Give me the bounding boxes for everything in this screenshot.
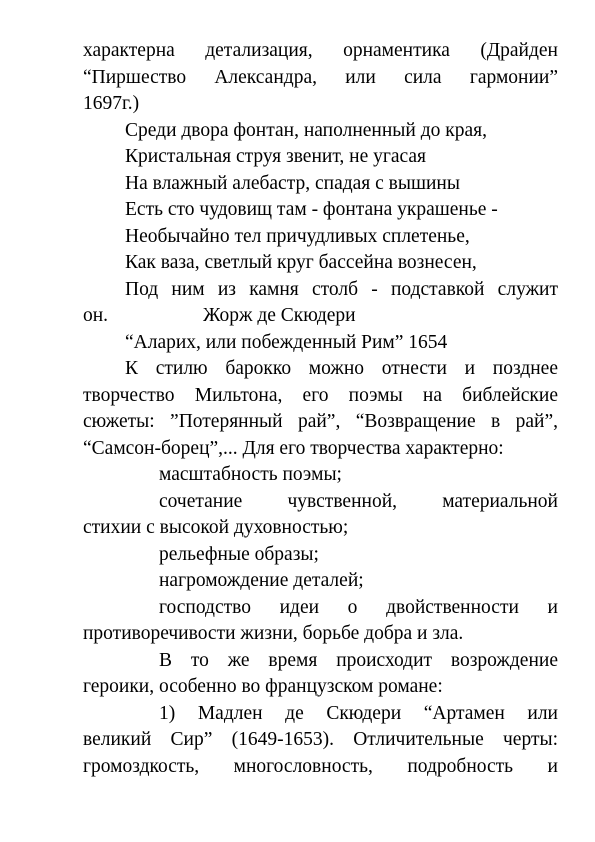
verse-line-3: На влажный алебастр, спадая с вышины	[125, 172, 460, 194]
text-line-2: “Пиршество Александра, или сила гармонии”	[83, 66, 558, 88]
list-item-2-cont: стихии с высокой духовностью;	[83, 517, 349, 538]
verse-line-end: он.	[83, 305, 109, 326]
paragraph-line-1: К стилю барокко можно отнести и позднее	[125, 358, 558, 379]
list-item-5: господство идеи о двойственности и	[159, 596, 558, 618]
verse-line-5: Необычайно тел причудливых сплетенье,	[125, 225, 470, 247]
numbered-item-1-cont2: громоздкость, многословность, подробность и	[83, 755, 558, 777]
numbered-item-1-cont: великий Сир” (1649-1653). Отличительные черты:	[83, 729, 558, 750]
verse-line-1: Среди двора фонтан, наполненный до края,	[125, 119, 487, 141]
paragraph-line-4: “Самсон-борец”,... Для его творчества характерно:	[83, 437, 504, 459]
paragraph-line-3: сюжеты: ”Потерянный рай”, “Возвращение в рай”,	[83, 411, 558, 432]
numbered-item-1: 1) Мадлен де Скюдери “Артамен или	[159, 702, 558, 724]
author-name: Жорж де Скюдери	[203, 305, 356, 326]
verse-end-and-author	[83, 303, 558, 330]
verse-line-7: Под ним из камня столб - подставкой служит	[125, 278, 558, 300]
list-item-4: нагромождение деталей;	[159, 570, 364, 591]
list-item-5-cont: противоречивости жизни, борьбе добра и зла.	[83, 623, 464, 644]
work-title: “Аларих, или побежденный Рим” 1654	[125, 331, 448, 353]
verse-line-4: Есть сто чудовищ там - фонтана украшенье -	[125, 199, 498, 220]
verse-line-2: Кристальная струя звенит, не угасая	[125, 146, 427, 167]
list-item-2: сочетание чувственной, материальной	[159, 490, 558, 512]
text-line-3: 1697г.)	[83, 93, 140, 114]
paragraph2-line-2: героики, особенно во французском романе:	[83, 676, 443, 697]
paragraph-line-2: творчество Мильтона, его поэмы на библейские	[83, 384, 558, 406]
verse-line-6: Как ваза, светлый круг бассейна вознесен,	[125, 252, 477, 273]
list-item-3: рельефные образы;	[159, 543, 319, 565]
list-item-1: масштабность поэмы;	[159, 464, 342, 485]
document-page	[83, 38, 558, 780]
paragraph2-line-1: В то же время происходит возрождение	[159, 649, 558, 671]
text-line-1: характерна детализация, орнаментика (Драйден	[83, 40, 558, 61]
